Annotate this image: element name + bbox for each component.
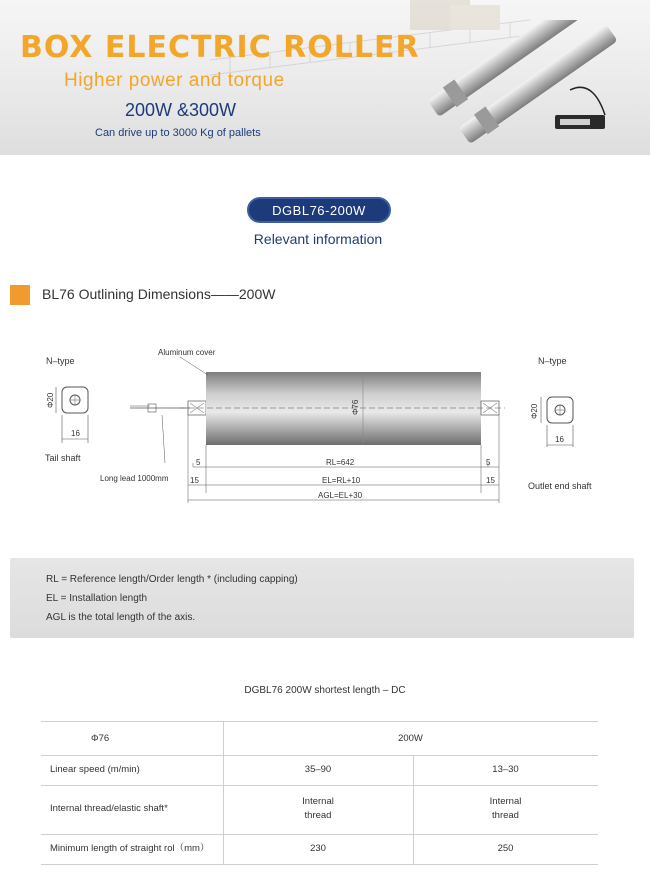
rl-label: RL=642 [326,458,355,467]
note-rl: RL = Reference length/Order length * (including capping) [46,574,298,585]
model-badge: DGBL76-200W [247,197,391,223]
roller-product-image [420,20,640,155]
aluminum-cover-label: Aluminum cover [158,348,216,357]
agl-label: AGL=EL+30 [318,491,363,500]
right-phi20-label: Φ20 [530,403,539,419]
right-n-type-label: N–type [538,356,567,366]
row-thread-a-line2: thread [304,810,332,821]
right-5-label: 5 [486,458,491,467]
left-15-label: 15 [190,476,199,485]
relevant-information-heading: Relevant information [253,231,383,247]
right-width-label: 16 [555,435,564,444]
table-header-diameter: Φ76 [91,733,110,744]
hero-banner [0,0,650,155]
left-5-label: 5 [196,458,201,467]
note-el: EL = Installation length [46,593,148,604]
table-header-power: 200W [398,733,423,744]
dimension-drawing [0,335,650,515]
section-title: BL76 Outlining Dimensions——200W [42,286,276,302]
el-label: EL=RL+10 [322,476,361,485]
table-title: DGBL76 200W shortest length – DC [244,685,406,696]
banner-description: Can drive up to 3000 Kg of pallets [95,127,261,139]
row-thread-label: Internal thread/elastic shaft* [50,803,168,814]
row-thread-b-line1: Internal [489,796,522,807]
right-15-label: 15 [486,476,495,485]
row-thread-b-line2: thread [492,810,519,821]
roller-tube [206,372,481,445]
tube-diameter-label: Φ76 [351,399,360,415]
row-linear-speed-label: Linear speed (m/min) [50,764,140,775]
section-marker-icon [10,285,30,305]
tail-shaft-label: Tail shaft [45,453,81,463]
left-width-label: 16 [71,429,80,438]
row-min-length-b: 250 [497,843,514,854]
row-min-length-a: 230 [310,843,326,854]
left-n-type-label: N–type [46,356,75,366]
banner-subtitle: Higher power and torque [64,70,285,91]
banner-title: BOX ELECTRIC ROLLER [20,30,420,65]
banner-power: 200W &300W [125,100,237,120]
definitions-box [10,558,634,638]
row-min-length-label: Minimum length of straight rol（mm） [50,843,210,854]
row-linear-speed-b: 13–30 [492,764,519,775]
note-agl: AGL is the total length of the axis. [46,612,196,623]
left-phi20-label: Φ20 [46,392,55,408]
row-thread-a-line1: Internal [302,796,334,807]
long-lead-label: Long lead 1000mm [100,474,169,483]
row-linear-speed-a: 35–90 [304,764,332,775]
outlet-shaft-label: Outlet end shaft [528,481,592,491]
